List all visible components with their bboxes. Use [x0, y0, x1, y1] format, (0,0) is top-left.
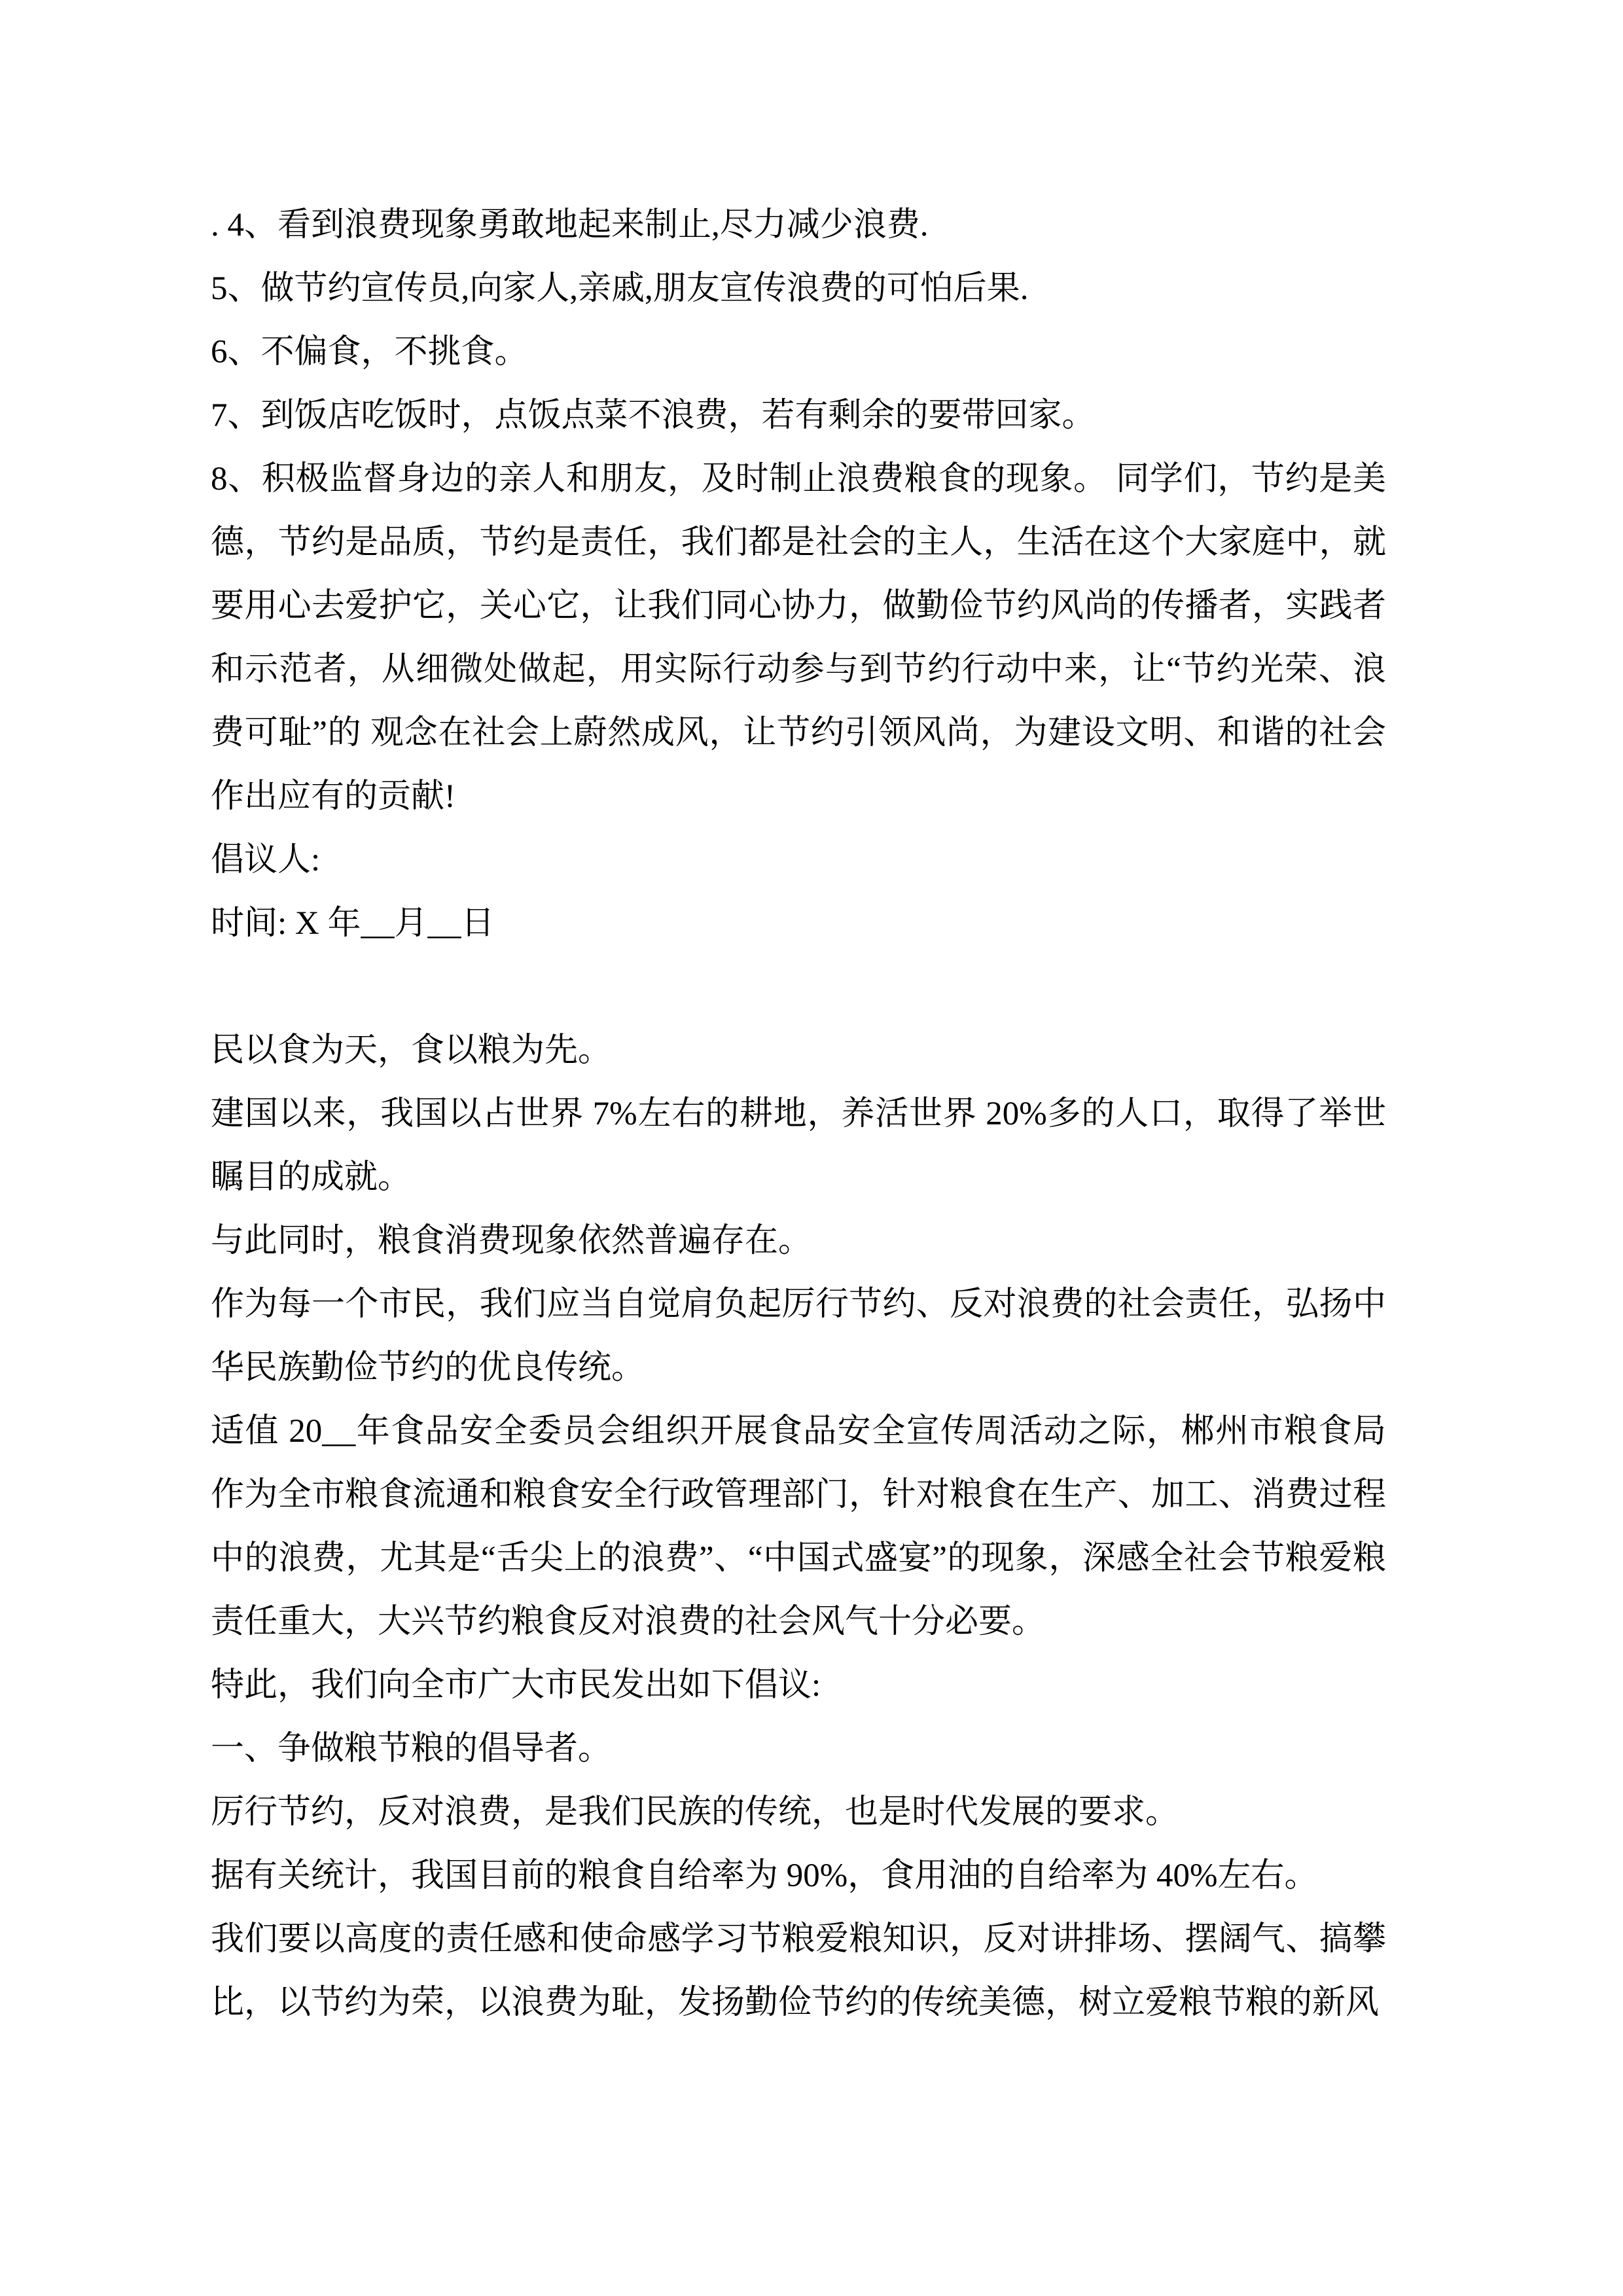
- blank-line: [211, 956, 1386, 1019]
- paragraph-proposal-intro: 特此，我们向全市广大市民发出如下倡议:: [211, 1667, 821, 1704]
- paragraph-grain-bureau: 适值 20__年食品安全委员会组织开展食品安全宣传周活动之际，郴州市粮食局作为全市粮食流通和粮食安全行政管理部门，针对粮食在生产、加工、消费过程中的浪费，尤其是“舌尖上的浪费”、“中国式盛宴”的现象，深感全社会节粮爱粮责任重大，大兴节约粮食反对浪费的社会风气十分必要。: [211, 1413, 1386, 1640]
- paragraph-tradition: 厉行节约，反对浪费，是我们民族的传统，也是时代发展的要求。: [211, 1794, 1179, 1831]
- heading-item-one: 一、争做粮节粮的倡导者。: [211, 1731, 612, 1767]
- paragraph-new-custom: 我们要以高度的责任感和使命感学习节粮爱粮知识，反对讲排场、摆阔气、搞攀比，以节约为荣，以浪费为耻，发扬勤俭节约的传统美德，树立爱粮节粮的新风: [211, 1921, 1386, 2021]
- list-item-4: . 4、看到浪费现象勇敢地起来制止,尽力减少浪费.: [211, 207, 929, 243]
- list-item-8-closing-paragraph: 8、积极监督身边的亲人和朋友，及时制止浪费粮食的现象。 同学们，节约是美德，节约是品质，节约是责任，我们都是社会的主人，生活在这个大家庭中，就要用心去爱护它，关心它，让我们同心协力，做勤俭节约风尚的传播者，实践者和示范者，从细微处做起，用实际行动参与到节约行动中来，让“节约光荣、浪费可耻”的 观念在社会上蔚然成风，让节约引领风尚，为建设文明、和谐的社会作出应有的贡献!: [211, 461, 1386, 815]
- list-item-5: 5、做节约宣传员,向家人,亲戚,朋友宣传浪费的可怕后果.: [211, 270, 1029, 307]
- proposer-line: 倡议人:: [211, 842, 321, 878]
- opening-motto-line: 民以食为天，食以粮为先。: [211, 1032, 612, 1069]
- list-item-7: 7、到饭店吃饭时，点饭点菜不浪费，若有剩余的要带回家。: [211, 397, 1096, 434]
- paragraph-meanwhile: 与此同时，粮食消费现象依然普遍存在。: [211, 1223, 812, 1259]
- paragraph-citizen-duty: 作为每一个市民，我们应当自觉肩负起厉行节约、反对浪费的社会责任，弘扬中华民族勤俭节约的优良传统。: [211, 1286, 1386, 1386]
- date-line: 时间: X 年__月__日: [211, 905, 495, 942]
- document-body: [211, 194, 1386, 2035]
- list-item-6: 6、不偏食，不挑食。: [211, 334, 528, 370]
- paragraph-statistics: 据有关统计，我国目前的粮食自给率为 90%，食用油的自给率为 40%左右。: [211, 1857, 1318, 1894]
- paragraph-achievement: 建国以来，我国以占世界 7%左右的耕地，养活世界 20%多的人口，取得了举世瞩目的成就。: [211, 1096, 1386, 1196]
